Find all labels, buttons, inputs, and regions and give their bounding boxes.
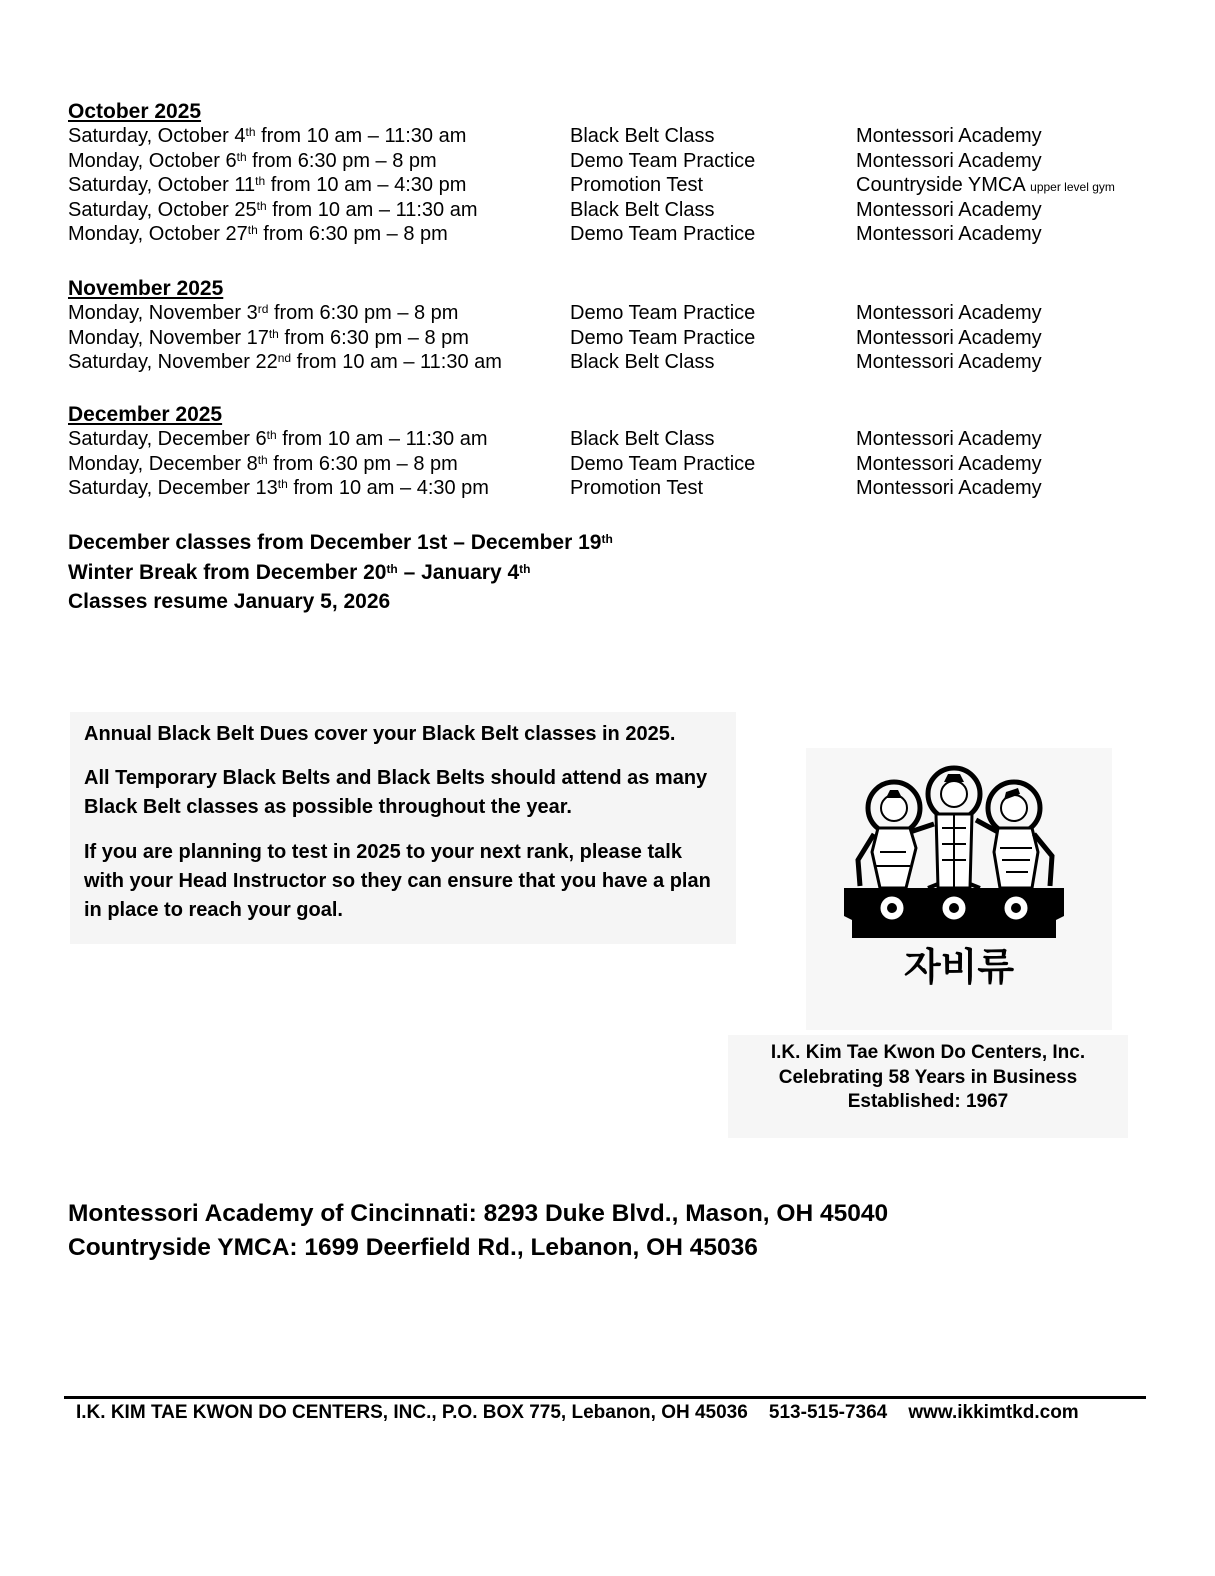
addresses: [68, 1197, 888, 1265]
event-location: Montessori Academy: [856, 351, 1042, 374]
event-date: Monday, October 6th from 6:30 pm – 8 pm: [68, 149, 437, 172]
month-november: [68, 277, 1042, 375]
event-location: Countryside YMCA upper level gym: [856, 174, 1115, 197]
event-location: Montessori Academy: [856, 198, 1042, 221]
logo-figures-icon: [806, 748, 1112, 1030]
event-date: Saturday, December 13th from 10 am – 4:30 pm: [68, 477, 489, 500]
event-location: Montessori Academy: [856, 326, 1042, 349]
event-location: Montessori Academy: [856, 302, 1042, 324]
address-montessori: Montessori Academy of Cincinnati: 8293 Duke Blvd., Mason, OH 45040: [68, 1200, 889, 1227]
event-location: Montessori Academy: [856, 223, 1042, 246]
event-location: Montessori Academy: [856, 477, 1042, 500]
event-row: [68, 124, 1042, 149]
event-type: Demo Team Practice: [570, 223, 756, 246]
footer-divider: [64, 1396, 1146, 1399]
company-info: [728, 1035, 1128, 1138]
event-date: Saturday, December 6th from 10 am – 11:30 am: [68, 428, 488, 450]
event-type: Black Belt Class: [570, 125, 715, 147]
event-row: [68, 173, 1115, 198]
event-location: Montessori Academy: [856, 125, 1042, 147]
event-row: [68, 326, 1042, 351]
event-row: [68, 198, 1042, 223]
note-winter-break: Winter Break from December 20th – January 4th: [68, 560, 531, 584]
school-logo: [806, 748, 1112, 1030]
address-ymca: Countryside YMCA: 1699 Deerfield Rd., Lebanon, OH 45036: [68, 1234, 758, 1261]
month-title: November 2025: [68, 277, 224, 300]
event-date: Saturday, November 22nd from 10 am – 11:30 am: [68, 351, 502, 374]
note-classes-resume: Classes resume January 5, 2026: [68, 590, 391, 613]
dues-info-box: [70, 712, 736, 944]
event-date: Monday, October 27th from 6:30 pm – 8 pm: [68, 223, 448, 246]
event-type: Promotion Test: [570, 477, 704, 500]
event-date: Saturday, October 4th from 10 am – 11:30 am: [68, 125, 467, 147]
event-row: [68, 476, 1042, 501]
event-row: [68, 427, 1042, 452]
event-type: Demo Team Practice: [570, 149, 756, 172]
event-date: Monday, December 8th from 6:30 pm – 8 pm: [68, 452, 458, 475]
month-december: [68, 403, 1042, 501]
event-location: Montessori Academy: [856, 149, 1042, 172]
event-type: Demo Team Practice: [570, 326, 756, 349]
event-date: Saturday, October 11th from 10 am – 4:30 pm: [68, 174, 467, 197]
company-years: Celebrating 58 Years in Business: [778, 1066, 1078, 1088]
event-location: Montessori Academy: [856, 428, 1042, 450]
event-row: [68, 452, 1042, 477]
event-type: Promotion Test: [570, 174, 704, 197]
company-name: I.K. Kim Tae Kwon Do Centers, Inc.: [770, 1042, 1086, 1063]
month-title: October 2025: [68, 100, 202, 123]
dues-paragraph: All Temporary Black Belts and Black Belts should attend as many Black Belt classes as possible throughout the year.: [84, 767, 708, 818]
dues-paragraph: Annual Black Belt Dues cover your Black Belt classes in 2025.: [84, 723, 676, 745]
logo-korean-text: 자비류: [903, 945, 1015, 989]
event-row: [68, 350, 1042, 375]
company-established: Established: 1967: [847, 1091, 1009, 1112]
event-date: Monday, November 3rd from 6:30 pm – 8 pm: [68, 302, 459, 324]
dues-paragraph: If you are planning to test in 2025 to your next rank, please talk with your Head Instructor so they can ensure that you have a plan in place to reach your goal.: [84, 841, 711, 921]
note-december-classes: December classes from December 1st – December 19th: [68, 531, 613, 554]
event-type: Demo Team Practice: [570, 302, 756, 324]
event-row: [68, 222, 1042, 247]
month-title: December 2025: [68, 403, 223, 426]
location-note: upper level gym: [1030, 180, 1115, 195]
month-october: [68, 100, 1115, 247]
event-type: Black Belt Class: [570, 198, 715, 221]
event-date: Monday, November 17th from 6:30 pm – 8 pm: [68, 326, 469, 349]
event-row: [68, 301, 1042, 326]
event-type: Black Belt Class: [570, 351, 715, 374]
event-row: [68, 149, 1042, 174]
event-type: Black Belt Class: [570, 428, 715, 450]
event-location: Montessori Academy: [856, 452, 1042, 475]
event-type: Demo Team Practice: [570, 452, 756, 475]
footer-contact: I.K. KIM TAE KWON DO CENTERS, INC., P.O. BOX 775, Lebanon, OH 45036 513-515-7364 www.ikkimtkd.com: [76, 1402, 1079, 1423]
event-date: Saturday, October 25th from 10 am – 11:30 am: [68, 198, 478, 221]
schedule-notes: [68, 528, 613, 617]
